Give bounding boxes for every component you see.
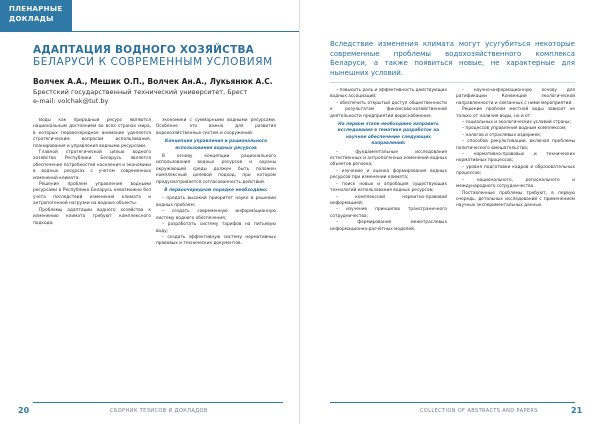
footer-rule-right [330,402,575,403]
paragraph: В основу концепции рационального использования водных ресурсов и охраны окружающей среды должен быть положен комплексный целевой подход, при котором предусматривается согласованность действий. [156,154,276,185]
paragraph: экономики с суммарными водными ресурсами. Особенно это важно для развития водохозяйственных систем и сооружений. [156,118,276,136]
section-heading: В первоочередном порядке необходимо: [164,188,268,194]
list-item: – формирование межотраслевых информационно-расчётных моделей. [330,220,447,232]
list-item: – нормативно-правовых и технических нормативных процессов; [456,152,575,164]
list-item: – поиск новых и апробация существующих технологий использования водных ресурсов; [330,181,447,194]
paragraph: Главной стратегической целью водного хозяйства Республики Беларусь является обеспечение потребностей населения и экономики в водных ресурсах с учетом современных изменений климата. [33,150,151,181]
article-authors: Волчек А.А., Мешик О.П., Волчек Ан.А., Лукьянюк А.С. [33,77,273,86]
list-item: – налогов и отраслевых издержек; [462,132,542,138]
list-item: – национального, регионального и международного сотрудничества. [456,177,575,190]
footer-rule-left [33,402,283,403]
list-item: – изучение и оценка формирования водных ресурсов при изменении климата; [330,168,447,181]
list-item: – разработать систему тарифов на питьевую воду; [156,222,276,234]
list-item: – создать эффективную систему нормативных правовых и технических документов. [156,234,276,247]
left-column-2 [156,118,276,394]
paragraph: Воды как природный ресурс являются национальным достоянием во всех странах мира, в которых первоочередное внимание уделяется стратегическим вопросам использования, планирования и управления водными ресурсами. [33,118,151,149]
pull-quote: Вследствие изменения климата могут усугубиться некоторые современные проблемы водохозяйственного комплекса Беларуси, а также появиться новые, не характерные для нынешних условий. [330,40,575,77]
paragraph: Поставленные проблемы требуют, в первую очередь, детальных исследований с применением научных экспериментальных данных. [456,190,575,209]
article-affiliation: Брестский государственный технический университет, Брест [33,88,248,96]
right-column-1 [330,88,447,394]
left-column-1 [33,118,151,394]
section-label: ПЛЕНАРНЫЕ ДОКЛАДЫ [9,5,63,23]
list-item: – создать современную информационную систему водного обеспечения; [156,209,276,221]
list-item: – изучение принципов трансграничного сотрудничества; [330,207,447,219]
quote-divider [330,82,575,83]
article-subtitle: БЕЛАРУСИ К СОВРЕМЕННЫМ УСЛОВИЯМ [33,56,273,68]
page-number-right: 21 [571,406,583,415]
list-item: – социальных и экологических условий страны; [462,120,571,126]
section-heading: На первом этапе необходимо направить исследования в тематике разработок на научное обеспечение следующих направлений: [337,122,440,147]
right-column-2 [456,88,575,394]
article-title: АДАПТАЦИЯ ВОДНОГО ХОЗЯЙСТВА [33,44,254,56]
page-gutter [299,0,300,424]
paragraph: Решение проблем местной воды зависит не только от наличия воды, но и от: [456,107,575,119]
list-item: – обеспечить открытый доступ общественности к результатам финансово-хозяйственной деятельности предприятий водоснабжения. [330,100,447,119]
list-item: – способов рекультивации, включая проблемы политического вмешательства; [456,139,575,151]
list-item: – процессов управления водным комплексом; [462,126,567,132]
list-item: – комплексной норматно-правовой информацией; [330,194,447,206]
paragraph: Проблемы адаптации водного хозяйства к изменению климата требуют комплексного подхода. [33,207,151,226]
running-footer-right: COLLECTION OF ABSTRACTS AND PAPERS [420,408,538,414]
section-heading: Концепция управления и рационального использования водных ресурсов [164,139,268,151]
paragraph: Решение проблем управления водными ресурсами в Республике Беларусь невозможно без учета последствий изменения климата и антропогенной нагрузки на водные объекты. [33,182,151,207]
list-item: – предать высокий приоритет науке в решении водных проблем; [156,196,276,208]
article-email: e-mail: volchak@tut.by [33,97,109,105]
list-item: – научно-информационную основу для ратификации Конвенций экологической направленности и связанных с ними мероприятий. [456,88,575,106]
list-item: – фундаментальные исследования естественных и антропогенных изменений водных объектов региона; [330,149,447,168]
list-item: – уровня подготовки кадров и образовательных процессов; [456,164,575,177]
list-item: – повысить роль и эффективность действующих водных ассоциаций; [330,88,447,100]
section-tab [0,0,72,32]
page-number-left: 20 [18,406,30,415]
running-footer-left: СБОРНИК ТЕЗИСОВ И ДОКЛАДОВ [110,408,208,414]
header-rule [72,31,300,32]
